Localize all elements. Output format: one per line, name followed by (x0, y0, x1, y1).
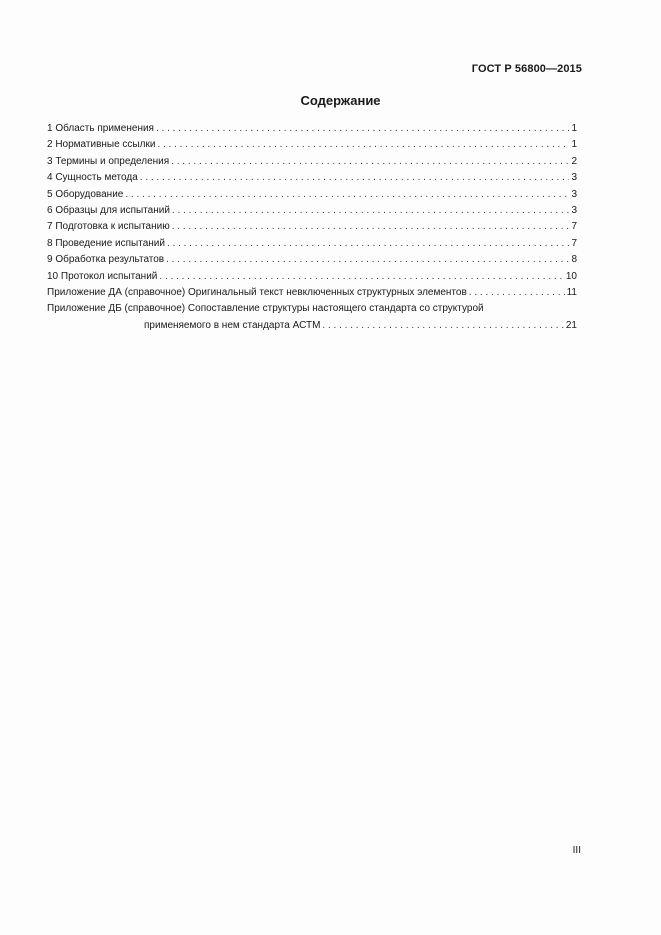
toc-entry-label: 6 Образцы для испытаний (47, 205, 170, 217)
toc-entry-continued-line[interactable] (47, 318, 577, 334)
toc-entry-page: 8 (571, 254, 577, 266)
toc-entry-label-continued: применяемого в нем стандарта АСТМ (144, 319, 321, 331)
toc-entry[interactable] (47, 285, 577, 301)
toc-entry-first-line[interactable] (47, 301, 577, 317)
toc-entry[interactable] (47, 154, 577, 170)
toc-leader-dots (171, 154, 569, 170)
toc-entry-label: 4 Сущность метода (47, 172, 138, 184)
toc-entry[interactable] (47, 137, 577, 153)
toc-entry-label: 3 Термины и определения (47, 155, 170, 167)
toc-entry[interactable] (47, 187, 577, 203)
toc-entry-label: Приложение ДА (справочное) Оригинальный текст невключенных структурных элементов (47, 287, 467, 299)
toc-entry-page: 21 (565, 319, 577, 331)
toc-entry-page: 7 (571, 221, 577, 233)
toc-leader-dots (125, 187, 569, 203)
toc-entry-label: Приложение ДБ (справочное) Сопоставление структуры настоящего стандарта со структурой (47, 303, 484, 315)
toc-entry[interactable] (47, 269, 577, 285)
toc-entry-label: 9 Обработка результатов (47, 254, 165, 266)
toc-leader-dots (469, 285, 565, 301)
toc-title: Содержание (300, 93, 381, 108)
toc-leader-dots (166, 252, 569, 268)
toc-entry-label: 1 Область применения (47, 123, 154, 134)
toc-entry-page: 7 (571, 237, 577, 249)
table-of-contents (47, 121, 577, 334)
toc-entry-page: 3 (571, 172, 577, 184)
toc-entry-label: 8 Проведение испытаний (47, 237, 165, 249)
toc-leader-dots (172, 219, 570, 235)
document-code: ГОСТ Р 56800—2015 (471, 63, 582, 75)
toc-entry-page: 2 (571, 155, 577, 167)
toc-entry-label: 7 Подготовка к испытанию (47, 221, 170, 233)
toc-entry[interactable] (47, 203, 577, 219)
toc-leader-dots (159, 269, 563, 285)
toc-entry[interactable] (47, 121, 577, 137)
toc-entry-page: 10 (565, 270, 577, 282)
toc-leader-dots (140, 170, 570, 186)
toc-entry-page: 11 (566, 287, 577, 299)
toc-entry-label: 5 Оборудование (47, 188, 124, 200)
toc-entry[interactable] (47, 252, 577, 268)
toc-entry-label: 2 Нормативные ссылки (47, 139, 156, 151)
toc-entry[interactable] (47, 219, 577, 235)
toc-leader-dots (167, 236, 569, 252)
toc-entry-page: 1 (571, 123, 577, 134)
toc-leader-dots (157, 137, 569, 153)
toc-leader-dots (156, 121, 569, 137)
page-number: III (572, 845, 581, 856)
toc-entry-page: 3 (571, 188, 577, 200)
toc-entry[interactable] (47, 236, 577, 252)
toc-entry-label: 10 Протокол испытаний (47, 270, 158, 282)
toc-entry-page: 3 (571, 205, 577, 217)
toc-leader-dots (172, 203, 570, 219)
toc-entry[interactable] (47, 170, 577, 186)
toc-leader-dots (322, 318, 563, 334)
toc-entry-page: 1 (571, 139, 577, 151)
